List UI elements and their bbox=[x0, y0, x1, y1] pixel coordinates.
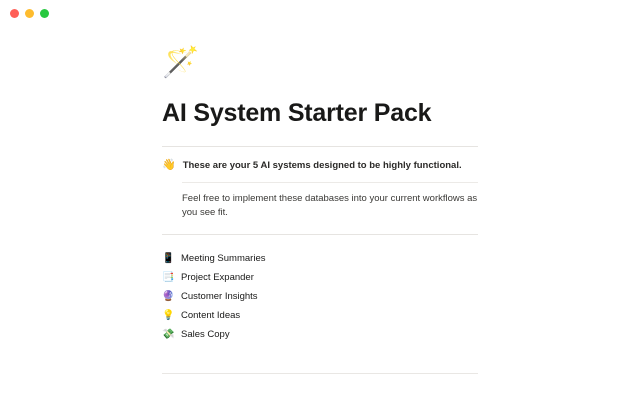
list-item-label: Customer Insights bbox=[181, 291, 258, 302]
document-body bbox=[162, 26, 478, 346]
list-item-sales-copy[interactable] bbox=[162, 327, 478, 343]
list-item-customer-insights[interactable] bbox=[162, 289, 478, 305]
mobile-phone-icon: 📱 bbox=[162, 253, 175, 264]
callout-subtext: Feel free to implement these databases into your current workflows as you see fit. bbox=[182, 193, 478, 218]
money-with-wings-icon: 💸 bbox=[162, 329, 175, 340]
title-divider bbox=[162, 146, 478, 147]
light-bulb-icon: 💡 bbox=[162, 310, 175, 321]
page-bottom-divider bbox=[162, 373, 478, 374]
list-item-label: Content Ideas bbox=[181, 310, 241, 321]
list-item-label: Project Expander bbox=[181, 272, 254, 283]
list-item-label: Sales Copy bbox=[181, 329, 230, 340]
crystal-ball-icon: 🔮 bbox=[162, 291, 175, 302]
close-window-button[interactable] bbox=[10, 9, 19, 18]
list-item-content-ideas[interactable] bbox=[162, 308, 478, 324]
system-links-list bbox=[162, 251, 478, 343]
bookmark-tabs-icon: 📑 bbox=[162, 272, 175, 283]
callout-block bbox=[162, 159, 478, 220]
waving-hand-icon: 👋 bbox=[162, 159, 176, 171]
document-icon-emoji[interactable]: 🪄 bbox=[162, 46, 200, 79]
callout-inner-divider bbox=[182, 182, 478, 183]
callout-divider bbox=[162, 234, 478, 235]
list-item-label: Meeting Summaries bbox=[181, 253, 266, 264]
page-title: AI System Starter Pack bbox=[162, 99, 432, 127]
callout-text: These are your 5 AI systems designed to be highly functional. bbox=[182, 160, 462, 171]
window-titlebar bbox=[0, 0, 640, 26]
minimize-window-button[interactable] bbox=[25, 9, 34, 18]
maximize-window-button[interactable] bbox=[40, 9, 49, 18]
list-item-project-expander[interactable] bbox=[162, 270, 478, 286]
callout-primary-line bbox=[162, 159, 478, 173]
list-item-meeting-summaries[interactable] bbox=[162, 251, 478, 267]
